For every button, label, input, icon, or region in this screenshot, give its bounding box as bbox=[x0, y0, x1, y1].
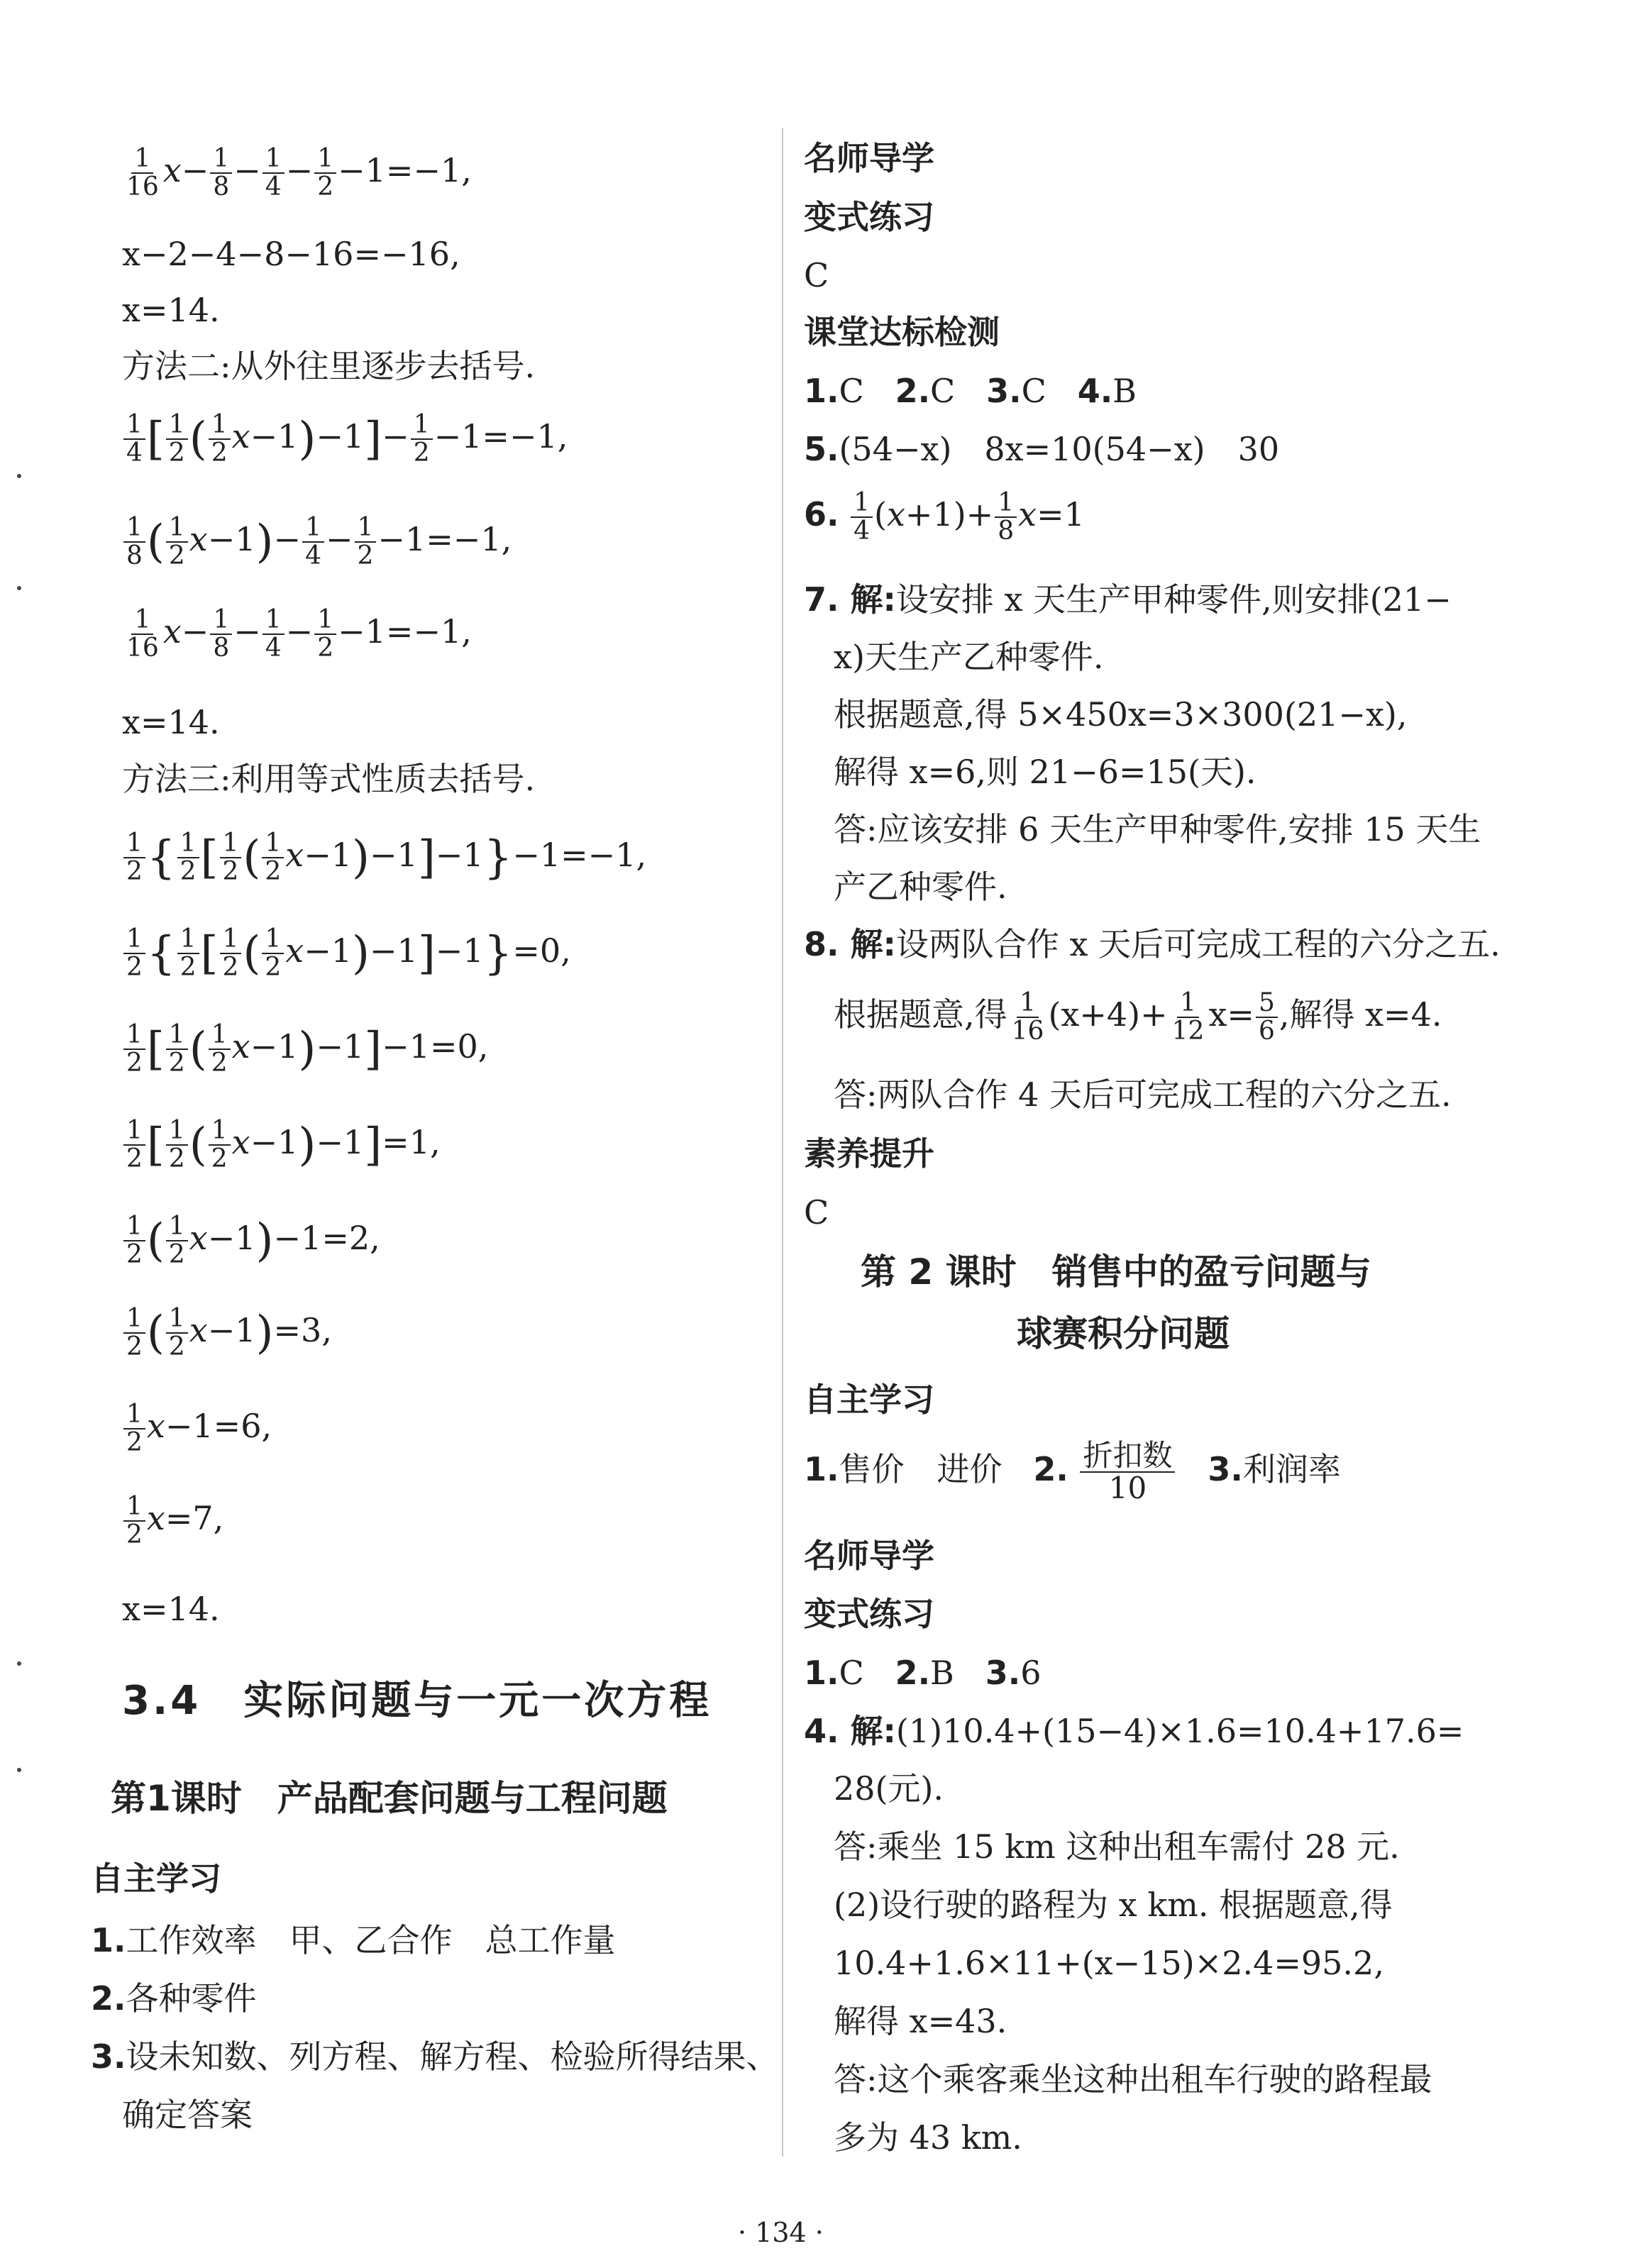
answer: C bbox=[804, 256, 829, 294]
answer-line: 产乙种零件. bbox=[834, 868, 1007, 906]
equation-line: $\frac{1}{2}$ { $\frac{1}{2}$ [ $\frac{1}{2}$ ( $\frac{1}{2}$ x−1)−1]−1}−1=−1, bbox=[122, 830, 646, 885]
list-item: 2.各种零件 bbox=[91, 1979, 257, 2018]
equation-line: x−2−4−8−16=−16, bbox=[122, 235, 460, 273]
answer-row: 6. $\frac{1}{4}$ (x+1)+ $\frac{1}{8}$ x=1 bbox=[804, 488, 1085, 546]
lesson-title: 第1课时 产品配套问题与工程问题 bbox=[111, 1778, 668, 1819]
equation-line: x=14. bbox=[122, 1590, 220, 1628]
answer-row: 7. 解:设安排 x 天生产甲种零件,则安排(21− bbox=[804, 580, 1452, 619]
margin-dot bbox=[17, 586, 21, 590]
subsection-heading: 变式练习 bbox=[804, 198, 934, 236]
equation-line: $\frac{1}{2}$ [ $\frac{1}{2}$ ( $\frac{1}{2}$ x−1)−1]=1, bbox=[122, 1117, 441, 1173]
list-item-continued: 确定答案 bbox=[122, 2096, 253, 2134]
list-item: 3.设未知数、列方程、解方程、检验所得结果、 bbox=[91, 2037, 779, 2076]
equation-line: $\frac{1}{2}$ { $\frac{1}{2}$ [ $\frac{1}{2}$ ( $\frac{1}{2}$ x−1)−1]−1}=0, bbox=[122, 926, 571, 981]
equation-line: $\frac{1}{2}$ ( $\frac{1}{2}$ x−1)=3, bbox=[122, 1305, 332, 1361]
answer-row: 1.C 2.B 3.6 bbox=[804, 1654, 1042, 1692]
equation-line: $\frac{1}{2}$ [ $\frac{1}{2}$ ( $\frac{1}{2}$ x−1)−1]−1=0, bbox=[122, 1022, 488, 1077]
equation-line: $\frac{1}{16}$ x− $\frac{1}{8}$ − $\frac{1}{4}$ − $\frac{1}{2}$ −1=−1, bbox=[126, 144, 472, 201]
equation-line: x=14. bbox=[122, 291, 220, 329]
equation-line: $\frac{1}{16}$ x− $\frac{1}{8}$ − $\frac{1}{4}$ − $\frac{1}{2}$ −1=−1, bbox=[126, 605, 472, 663]
equation-line: $\frac{1}{2}$ x=7, bbox=[122, 1493, 223, 1549]
subsection-heading: 课堂达标检测 bbox=[804, 313, 1000, 351]
answer-line: 10.4+1.6×11+(x−15)×2.4=95.2, bbox=[834, 1944, 1384, 1982]
margin-dot bbox=[17, 1661, 21, 1666]
method-label: 方法三:利用等式性质去括号. bbox=[122, 760, 536, 798]
answer-line: 28(元). bbox=[834, 1769, 944, 1808]
answer-line: 答:这个乘客乘坐这种出租车行驶的路程最 bbox=[834, 2060, 1432, 2098]
answer-line: 答:乘坐 15 km 这种出租车需付 28 元. bbox=[834, 1827, 1400, 1866]
page-number: · 134 · bbox=[738, 2217, 824, 2248]
answer-line: 根据题意,得 $\frac{1}{16}$ (x+4)+ $\frac{1}{12}$ x= $\frac{5}{6}$ ,解得 x=4. bbox=[834, 988, 1442, 1046]
answer-line: 解得 x=6,则 21−6=15(天). bbox=[834, 753, 1256, 791]
answer-line: 多为 43 km. bbox=[834, 2118, 1022, 2157]
answer-line: (2)设行驶的路程为 x km. 根据题意,得 bbox=[834, 1886, 1393, 1924]
answer-row: 8. 解:设两队合作 x 天后可完成工程的六分之五. bbox=[804, 925, 1501, 963]
subsection-heading: 名师导学 bbox=[804, 139, 934, 177]
lesson-title: 第 2 课时 销售中的盈亏问题与 bbox=[861, 1251, 1371, 1293]
equation-line: $\frac{1}{8}$ ( $\frac{1}{2}$ x−1)− $\frac{1}{4}$ − $\frac{1}{2}$ −1=−1, bbox=[122, 514, 512, 570]
margin-dot bbox=[17, 474, 21, 478]
answer-line: 答:两队合作 4 天后可完成工程的六分之五. bbox=[834, 1075, 1452, 1114]
subsection-heading: 变式练习 bbox=[804, 1595, 934, 1633]
answer-row: 5.(54−x) 8x=10(54−x) 30 bbox=[804, 430, 1280, 468]
answer-line: x)天生产乙种零件. bbox=[834, 638, 1104, 676]
subsection-heading: 自主学习 bbox=[804, 1381, 934, 1419]
lesson-title: 球赛积分问题 bbox=[1017, 1313, 1230, 1354]
equation-line: x=14. bbox=[122, 703, 220, 741]
equation-line: $\frac{1}{2}$ x−1=6, bbox=[122, 1401, 272, 1456]
answer-row: 4. 解:(1)10.4+(15−4)×1.6=10.4+17.6= bbox=[804, 1712, 1464, 1750]
margin-dot bbox=[17, 1768, 21, 1772]
answer-line: 答:应该安排 6 天生产甲种零件,安排 15 天生 bbox=[834, 810, 1481, 848]
subsection-heading: 名师导学 bbox=[804, 1537, 934, 1575]
answer: C bbox=[804, 1193, 829, 1232]
equation-line: $\frac{1}{4}$ [ $\frac{1}{2}$ ( $\frac{1}{2}$ x−1)−1]− $\frac{1}{2}$ −1=−1, bbox=[122, 411, 568, 467]
column-divider bbox=[782, 128, 783, 2157]
answer-line: 根据题意,得 5×450x=3×300(21−x), bbox=[834, 695, 1408, 734]
subsection-heading: 素养提升 bbox=[804, 1134, 934, 1173]
section-title: 3.4 实际问题与一元一次方程 bbox=[122, 1678, 712, 1724]
answer-row: 1.C 2.C 3.C 4.B bbox=[804, 372, 1137, 410]
answer-row: 1.售价 进价 2. $\frac{\text{折扣数}}{10}$ 3.利润率 bbox=[804, 1438, 1341, 1506]
method-label: 方法二:从外往里逐步去括号. bbox=[122, 347, 536, 385]
equation-line: $\frac{1}{2}$ ( $\frac{1}{2}$ x−1)−1=2, bbox=[122, 1213, 380, 1268]
answer-line: 解得 x=43. bbox=[834, 2002, 1007, 2040]
list-item: 1.工作效率 甲、乙合作 总工作量 bbox=[91, 1921, 616, 1959]
subsection-heading: 自主学习 bbox=[91, 1859, 221, 1898]
